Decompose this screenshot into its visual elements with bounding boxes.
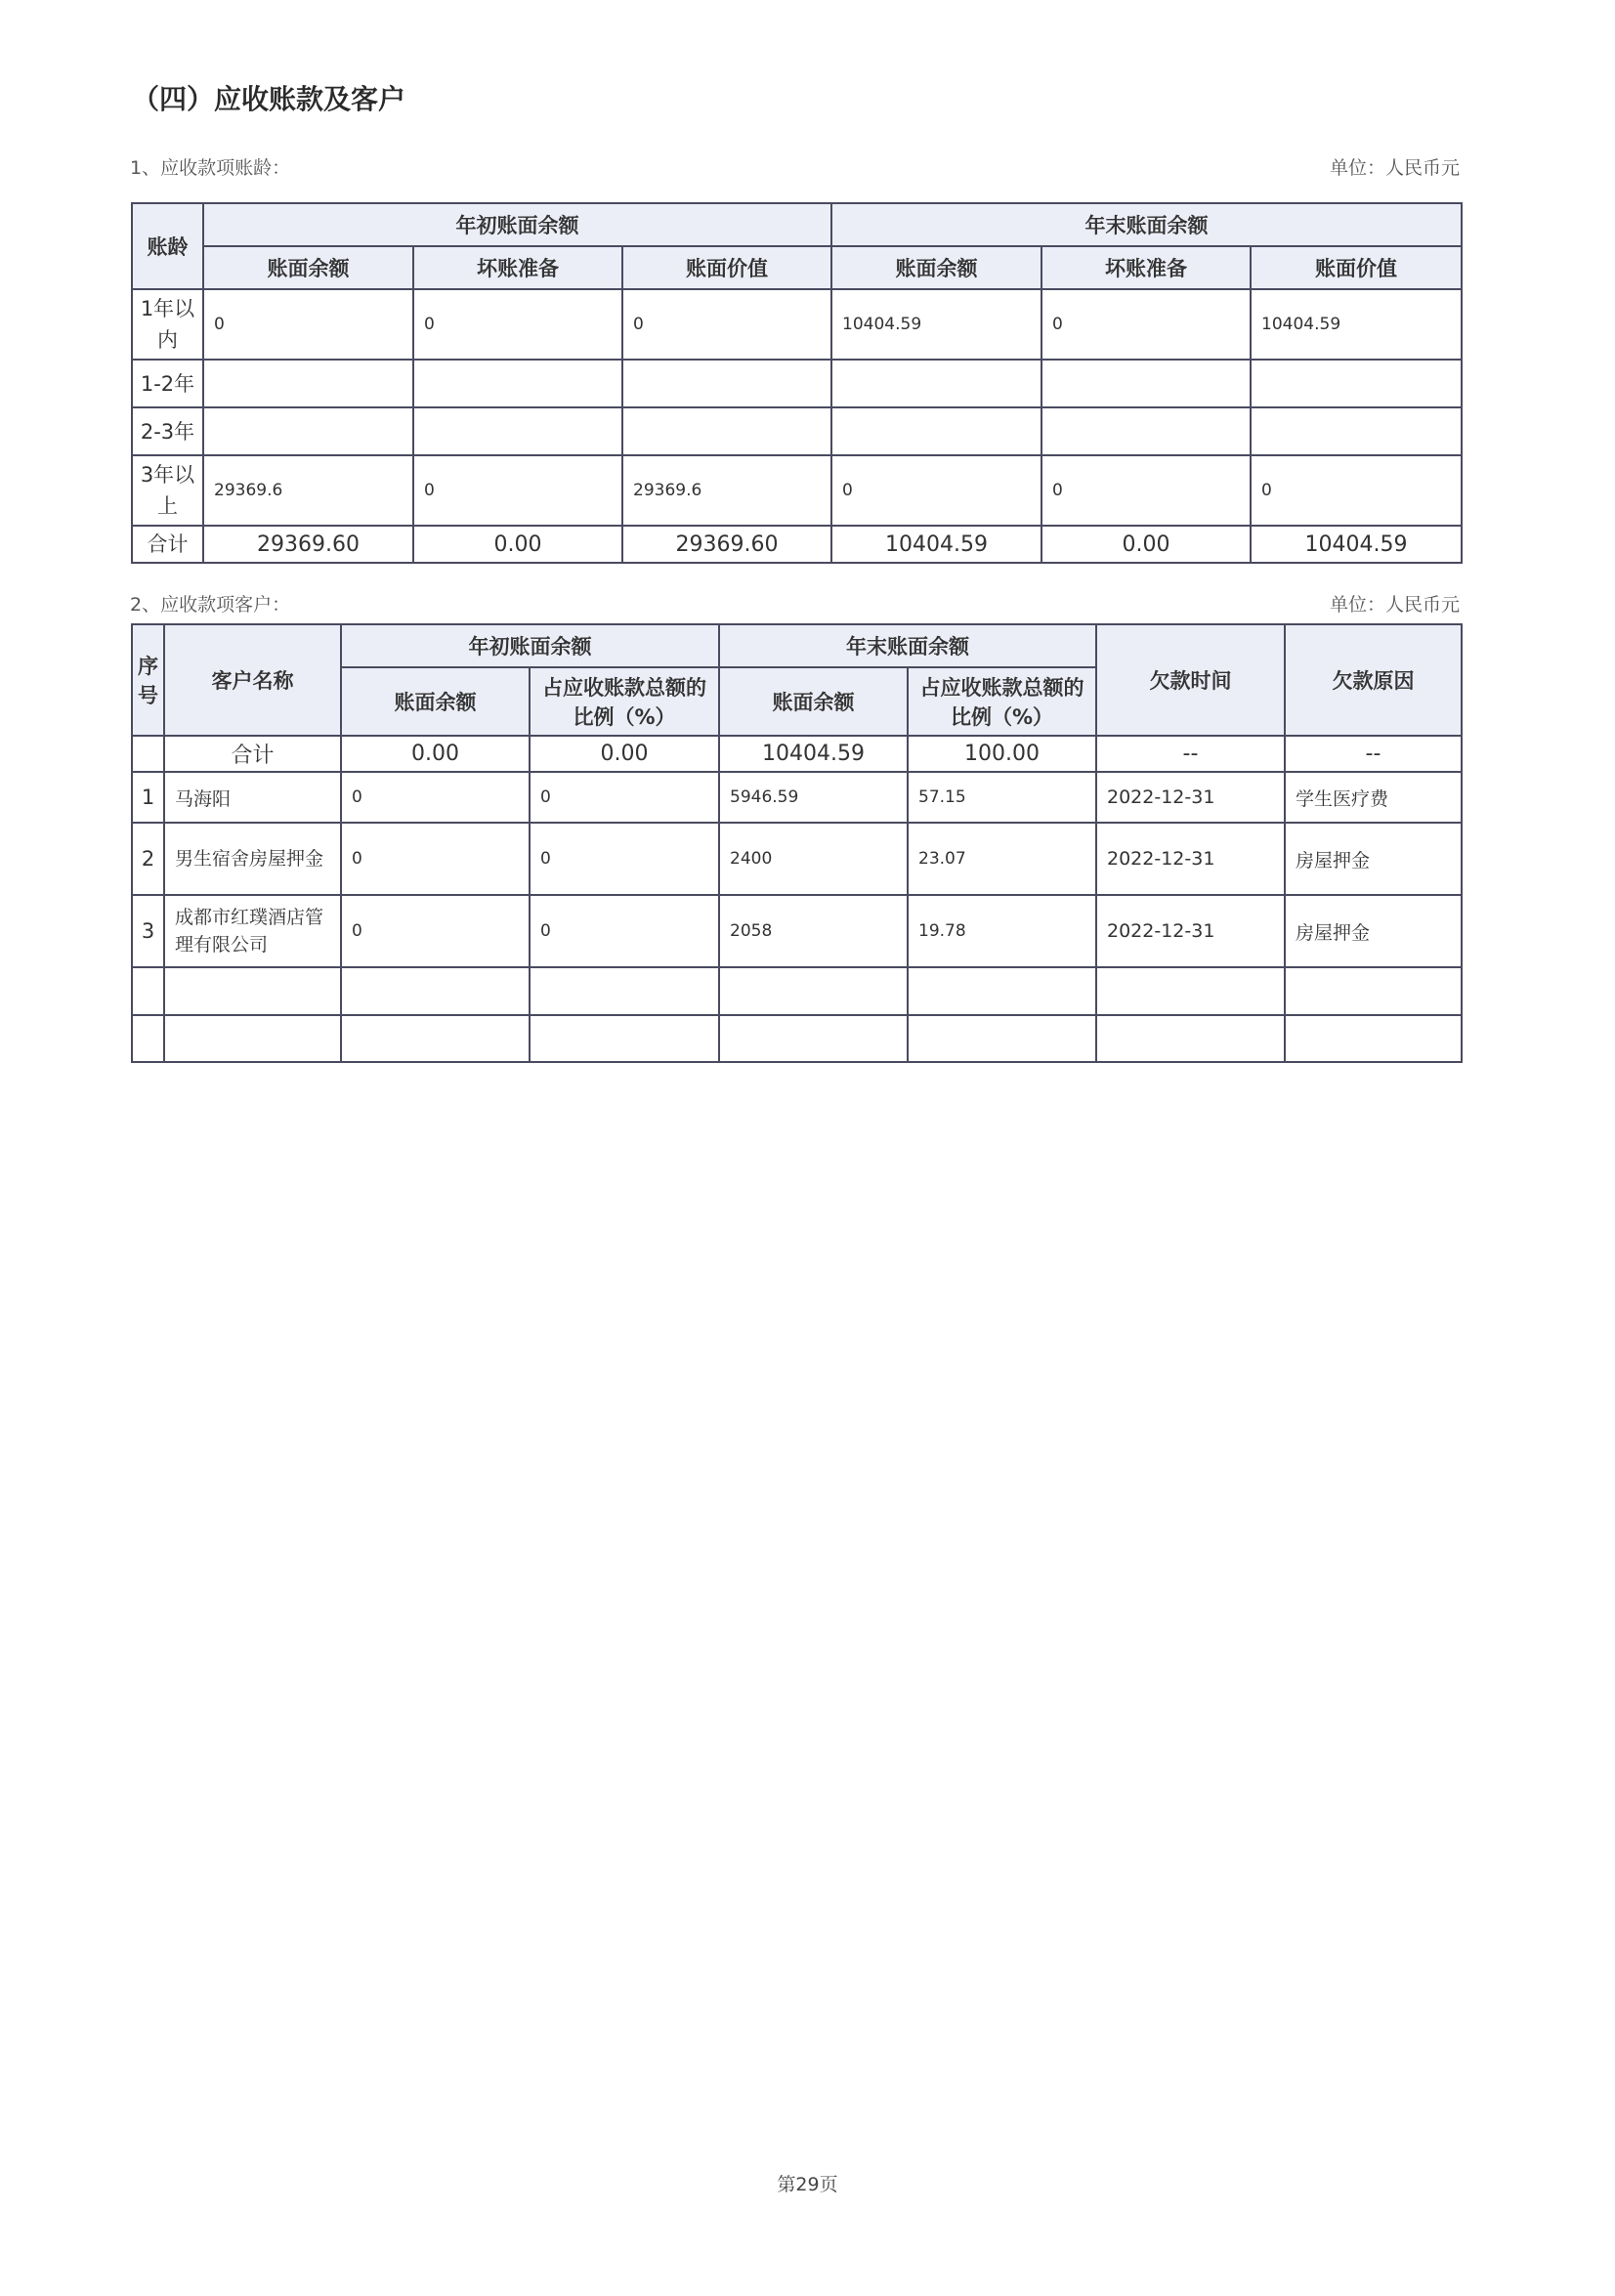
- table-cell: 0: [1041, 455, 1251, 526]
- aging-col-header: 账面余额: [831, 246, 1041, 289]
- total-cell: 29369.60: [203, 526, 413, 563]
- aging-col-header: 账面价值: [1251, 246, 1462, 289]
- page-number: 第29页: [777, 2174, 838, 2195]
- table-cell: [719, 1015, 908, 1062]
- table-cell: 0: [530, 772, 719, 823]
- aging-col-header: 账面余额: [203, 246, 413, 289]
- aging-col-header: 账面价值: [622, 246, 831, 289]
- aging-row-label: 1-2年: [132, 360, 203, 407]
- table-cell: [1041, 360, 1251, 407]
- table-cell: [203, 407, 413, 455]
- seq-cell: 1: [132, 772, 164, 823]
- table-cell: 5946.59: [719, 772, 908, 823]
- aging-col-header: 坏账准备: [1041, 246, 1251, 289]
- table-cell: 0: [530, 895, 719, 967]
- table-cell: 29369.6: [622, 455, 831, 526]
- table-row: [132, 289, 1462, 360]
- aging-corner-header: 账龄: [132, 203, 203, 289]
- aging-col-header: 坏账准备: [413, 246, 622, 289]
- total-label: 合计: [164, 736, 341, 772]
- ratio-header: 占应收账款总额的比例（%）: [908, 667, 1096, 736]
- table-cell: 2022-12-31: [1096, 823, 1285, 895]
- table-cell: 0: [831, 455, 1041, 526]
- table-cell: [1251, 407, 1462, 455]
- customers-group-begin: 年初账面余额: [341, 624, 719, 667]
- aging-subtitle: 1、应收款项账龄：: [130, 157, 291, 179]
- table-cell: [908, 967, 1096, 1015]
- table-cell: 0: [1251, 455, 1462, 526]
- ratio-header: 占应收账款总额的比例（%）: [530, 667, 719, 736]
- table-row: [132, 455, 1462, 526]
- table-row: [132, 772, 1462, 823]
- table-cell: [530, 967, 719, 1015]
- table-cell: 2058: [719, 895, 908, 967]
- total-cell: 10404.59: [719, 736, 908, 772]
- customers-table: [131, 623, 1463, 1063]
- total-cell: 10404.59: [1251, 526, 1462, 563]
- table-cell: 房屋押金: [1285, 823, 1462, 895]
- table-cell: [413, 407, 622, 455]
- seq-cell: 2: [132, 823, 164, 895]
- table-cell: 0: [622, 289, 831, 360]
- table-cell: 57.15: [908, 772, 1096, 823]
- table-cell: 0: [341, 772, 530, 823]
- customers-group-end: 年末账面余额: [719, 624, 1096, 667]
- table-cell: 23.07: [908, 823, 1096, 895]
- table-cell: 0: [1041, 289, 1251, 360]
- table-cell: 0: [413, 289, 622, 360]
- table-cell: 房屋押金: [1285, 895, 1462, 967]
- table-row: [132, 360, 1462, 407]
- balance-header: 账面余额: [341, 667, 530, 736]
- table-cell: 0: [341, 895, 530, 967]
- table-cell: [341, 967, 530, 1015]
- table-cell: 0: [413, 455, 622, 526]
- table-cell: 29369.6: [203, 455, 413, 526]
- customer-name-header: 客户名称: [164, 624, 341, 736]
- total-cell: --: [1096, 736, 1285, 772]
- table-cell: 0: [530, 823, 719, 895]
- arrears-reason-header: 欠款原因: [1285, 624, 1462, 736]
- table-cell: [719, 967, 908, 1015]
- table-cell: [1041, 407, 1251, 455]
- total-label: 合计: [132, 526, 203, 563]
- table-row: [132, 407, 1462, 455]
- aging-row-label: 3年以上: [132, 455, 203, 526]
- seq-header: 序号: [132, 624, 164, 736]
- customer-name-cell: [164, 1015, 341, 1062]
- table-row: [132, 823, 1462, 895]
- table-cell: [1096, 967, 1285, 1015]
- total-cell: 0.00: [341, 736, 530, 772]
- table-cell: [530, 1015, 719, 1062]
- table-cell: [203, 360, 413, 407]
- table-cell: [831, 360, 1041, 407]
- table-row: [132, 967, 1462, 1015]
- table-cell: 0: [203, 289, 413, 360]
- table-cell: [341, 1015, 530, 1062]
- customer-name-cell: 成都市红璞酒店管理有限公司: [164, 895, 341, 967]
- total-row: [132, 526, 1462, 563]
- total-cell: 0.00: [530, 736, 719, 772]
- balance-header: 账面余额: [719, 667, 908, 736]
- table-cell: 学生医疗费: [1285, 772, 1462, 823]
- seq-cell: [132, 1015, 164, 1062]
- aging-table: [131, 202, 1463, 564]
- total-cell: 10404.59: [831, 526, 1041, 563]
- aging-row-label: 1年以内: [132, 289, 203, 360]
- table-cell: [1285, 967, 1462, 1015]
- total-cell: 0.00: [1041, 526, 1251, 563]
- customer-name-cell: 马海阳: [164, 772, 341, 823]
- aging-group-end: 年末账面余额: [831, 203, 1462, 246]
- customer-name-cell: 男生宿舍房屋押金: [164, 823, 341, 895]
- total-row: [132, 736, 1462, 772]
- table-cell: 2400: [719, 823, 908, 895]
- seq-cell: 3: [132, 895, 164, 967]
- seq-cell: [132, 967, 164, 1015]
- aging-group-begin: 年初账面余额: [203, 203, 831, 246]
- total-cell: --: [1285, 736, 1462, 772]
- aging-unit: 单位：人民币元: [1329, 157, 1460, 179]
- table-cell: [622, 360, 831, 407]
- customers-unit: 单位：人民币元: [1329, 594, 1460, 616]
- table-cell: [908, 1015, 1096, 1062]
- table-row: [132, 895, 1462, 967]
- total-cell: 29369.60: [622, 526, 831, 563]
- table-cell: 10404.59: [831, 289, 1041, 360]
- aging-row-label: 2-3年: [132, 407, 203, 455]
- table-row: [132, 1015, 1462, 1062]
- table-cell: [1096, 1015, 1285, 1062]
- customer-name-cell: [164, 967, 341, 1015]
- section-title: （四）应收账款及客户: [132, 83, 406, 115]
- table-cell: 2022-12-31: [1096, 772, 1285, 823]
- table-cell: [1285, 1015, 1462, 1062]
- table-cell: 2022-12-31: [1096, 895, 1285, 967]
- total-cell: 0.00: [413, 526, 622, 563]
- table-cell: [831, 407, 1041, 455]
- table-cell: [413, 360, 622, 407]
- table-cell: 0: [341, 823, 530, 895]
- table-cell: 10404.59: [1251, 289, 1462, 360]
- table-cell: 19.78: [908, 895, 1096, 967]
- total-seq-cell: [132, 736, 164, 772]
- table-cell: [622, 407, 831, 455]
- total-cell: 100.00: [908, 736, 1096, 772]
- arrears-time-header: 欠款时间: [1096, 624, 1285, 736]
- table-cell: [1251, 360, 1462, 407]
- customers-subtitle: 2、应收款项客户：: [130, 594, 291, 616]
